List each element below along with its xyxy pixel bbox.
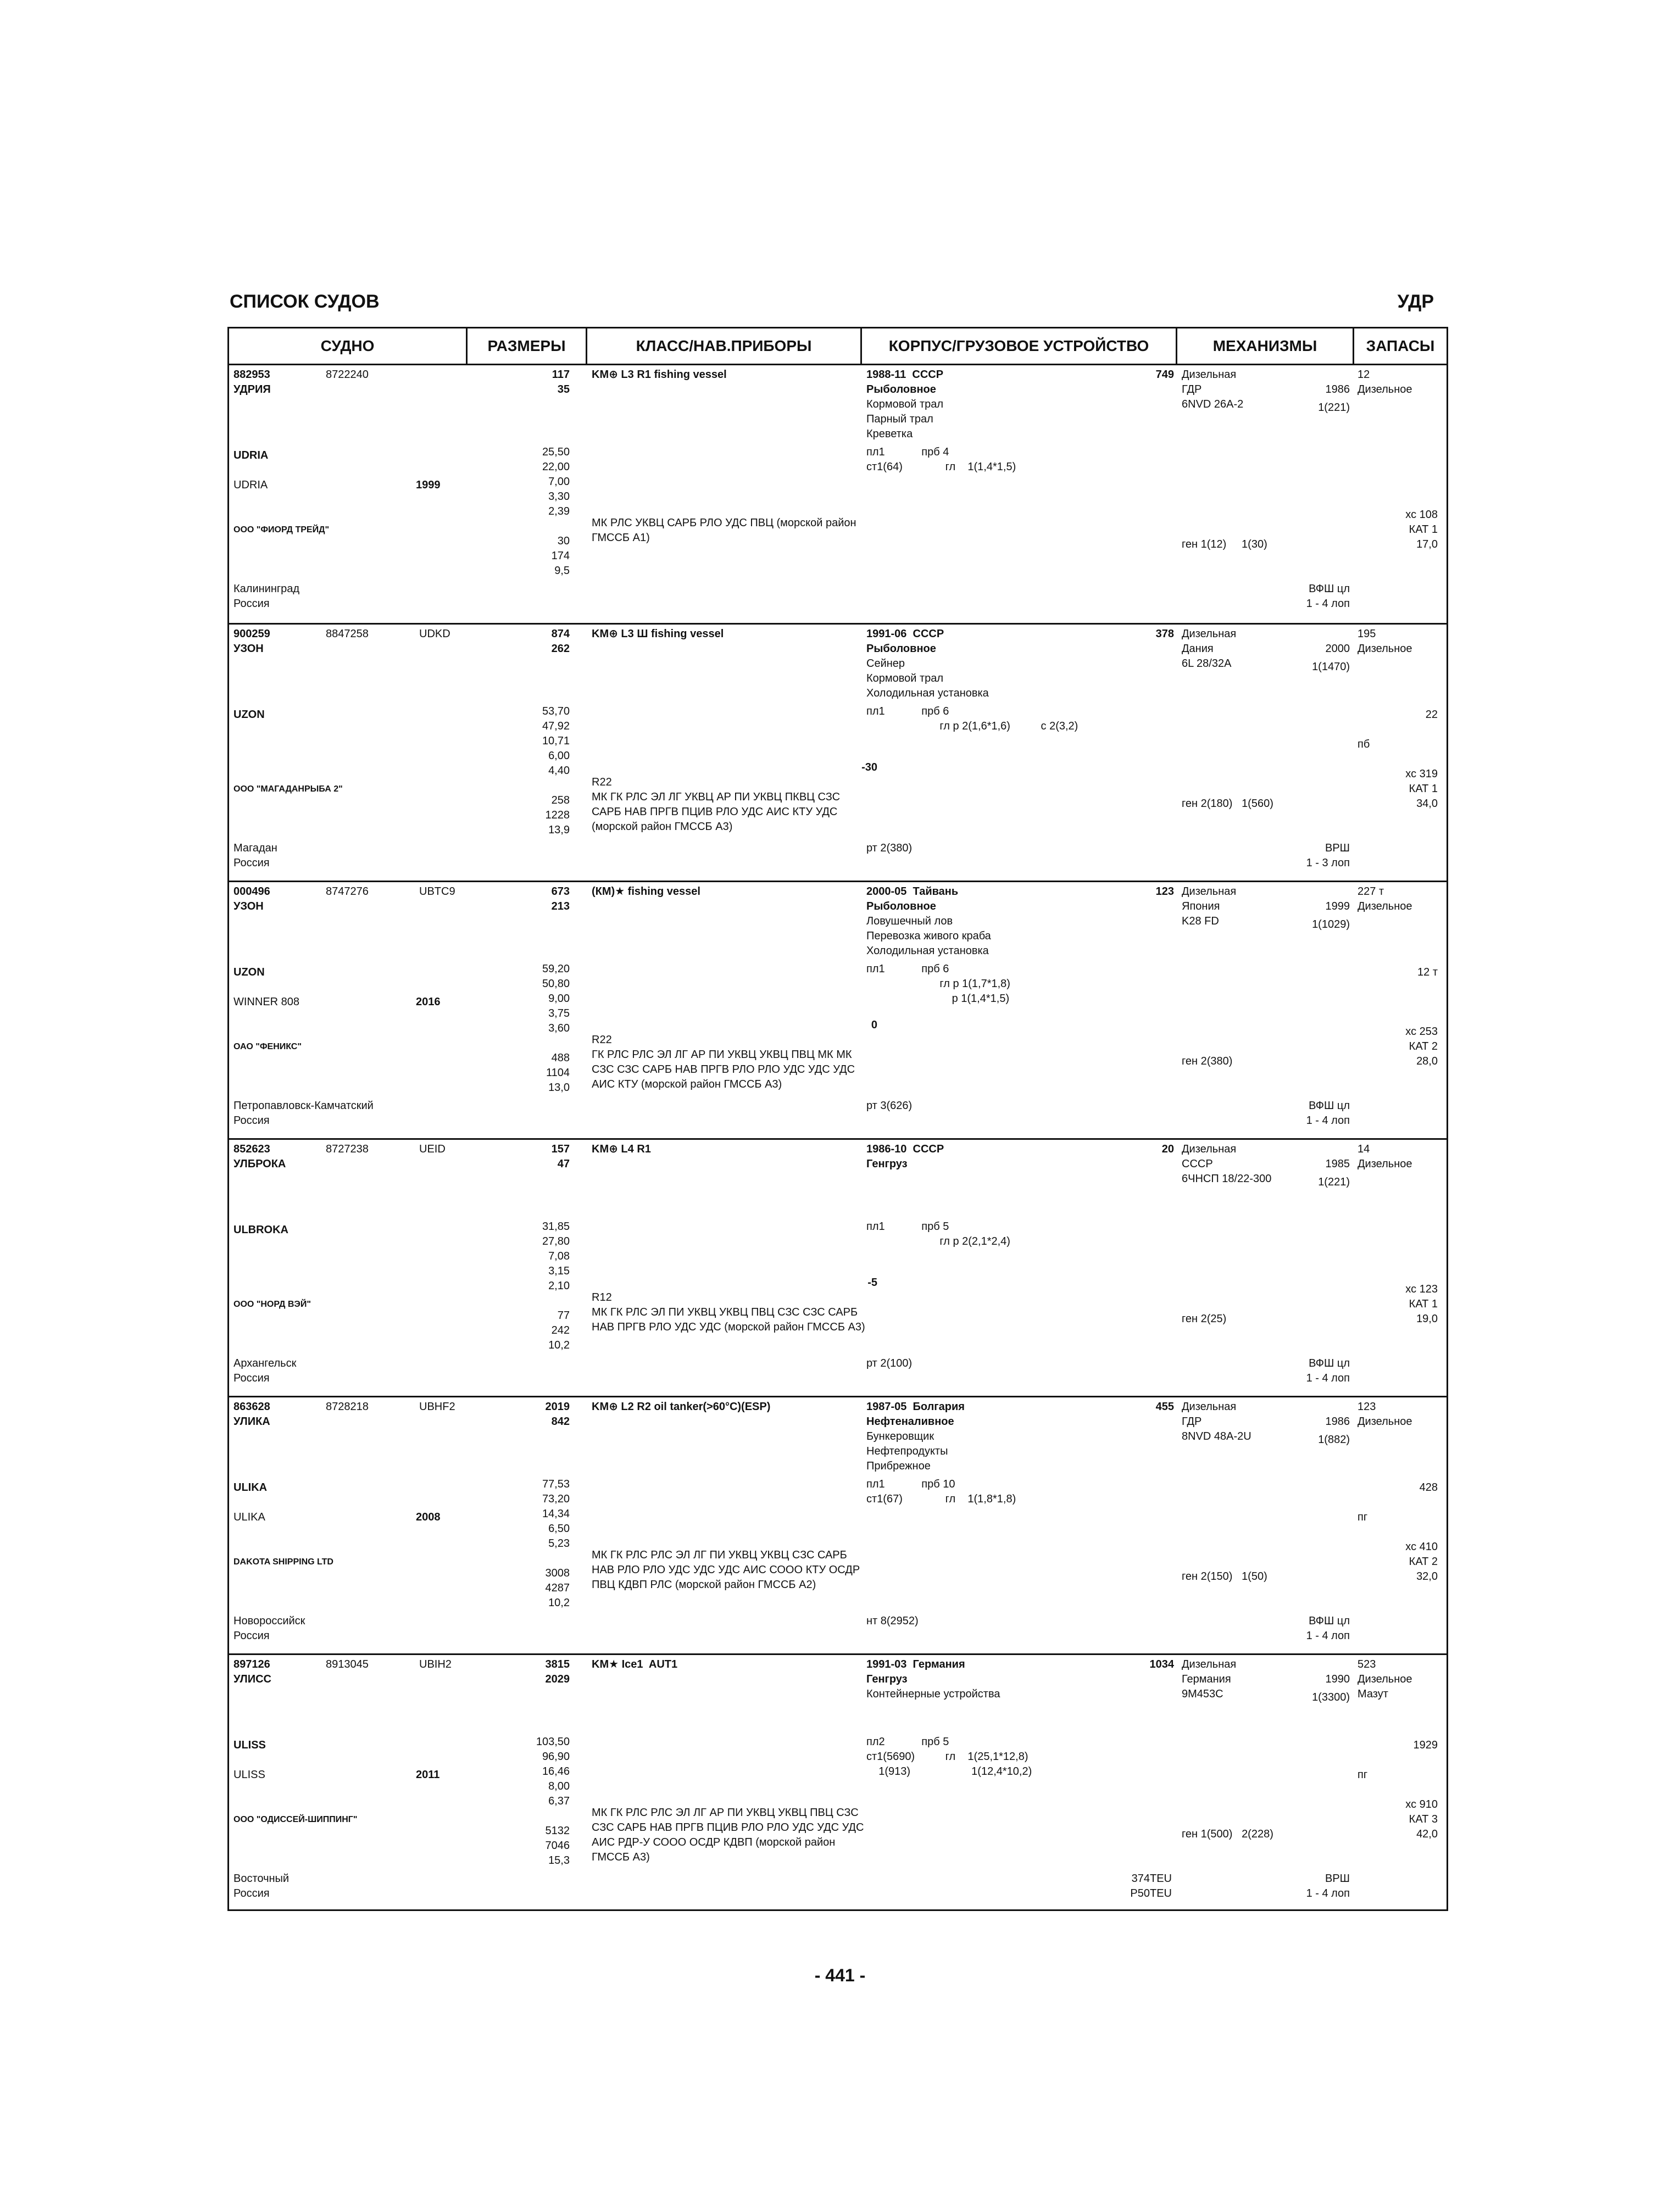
ship-subtype: Парный трал (866, 413, 933, 425)
owner-name: DAKOTA SHIPPING LTD (233, 1557, 333, 1567)
engine-power: 1(1470) (1312, 661, 1350, 673)
country: Россия (233, 857, 270, 869)
home-port: Архангельск (233, 1357, 297, 1369)
home-port: Калининград (233, 583, 300, 595)
build-year-country: 2000-05 Тайвань (866, 885, 959, 898)
engine-model: 6L 28/32A (1182, 658, 1232, 670)
ship-name: УЛИСС (233, 1673, 271, 1685)
page-number: - 441 - (814, 1965, 866, 1985)
dimension-value: 2,39 (548, 505, 570, 517)
propeller-type: ВРШ (1325, 1873, 1350, 1885)
register-number: 900259 (233, 628, 270, 640)
ship-type: Нефтеналивное (866, 1416, 954, 1428)
engine-country: Япония (1182, 900, 1220, 912)
dimension-value: 96,90 (542, 1751, 570, 1763)
water-capacity: 428 (1419, 1481, 1438, 1494)
dimension-value: 13,9 (548, 824, 570, 836)
ship-record (229, 1653, 1447, 1911)
dimension-value: 1104 (546, 1067, 570, 1079)
hold-info: рт 2(380) (866, 842, 913, 854)
dimension-value: 117 (552, 369, 570, 381)
dimension-value: 10,2 (548, 1339, 570, 1351)
propeller-blades: 1 - 4 лоп (1306, 1115, 1350, 1127)
engine-type: Дизельная (1182, 885, 1237, 898)
hull-number: 378 (1155, 628, 1174, 640)
imo-number: 8722240 (326, 369, 369, 381)
ship-record (229, 1138, 1447, 1396)
dimension-value: 7,00 (548, 476, 570, 488)
water-capacity: 1929 (1413, 1739, 1438, 1751)
fuel-type: Дизельное (1358, 643, 1412, 655)
ice-temperature: 0 (871, 1019, 877, 1031)
water-type: пг (1358, 1769, 1368, 1781)
propeller-blades: 1 - 4 лоп (1306, 598, 1350, 610)
propeller-type: ВФШ цл (1309, 1100, 1350, 1112)
class-notation: KM⊕ L2 R2 oil tanker(>60°C)(ESP) (592, 1401, 771, 1413)
navigation-equipment: МК ГК РЛС РЛС ЭЛ ЛГ АР ПИ УКВЦ УКВЦ ПВЦ СЗС СЗС САРБ НАВ ПРГВ ПЦИВ РЛО РЛО УДС УДС УДС АИС РДР-У СООО ОСДР КДВП (морской район ГМССБ А3) (592, 1807, 864, 1863)
engine-country: ГДР (1182, 383, 1202, 395)
engine-year: 1986 (1325, 1416, 1350, 1428)
dimension-value: 5,23 (548, 1537, 570, 1550)
dimension-value: 6,37 (548, 1795, 570, 1807)
category: КАТ 2 (1409, 1556, 1438, 1568)
cargo-gear: пл1 прб 10 (866, 1478, 955, 1490)
owner-name: ОАО "ФЕНИКС" (233, 1042, 302, 1051)
generators: ген 2(180) 1(560) (1182, 798, 1273, 810)
fuel-type: Дизельное (1358, 900, 1412, 912)
cargo-gear: пл1 прб 6 (866, 963, 949, 975)
dimension-value: 14,34 (542, 1508, 570, 1520)
dimension-value: 7,08 (548, 1250, 570, 1262)
call-sign: UBTC9 (419, 885, 455, 898)
cargo-gear: р 1(1,4*1,5) (866, 993, 1010, 1005)
ship-name-latin: UDRIA (233, 449, 269, 461)
refrigerant: R22 (592, 776, 612, 788)
dimension-value: 6,00 (548, 750, 570, 762)
dimension-value: 10,71 (542, 735, 570, 747)
dimension-value: 47,92 (542, 720, 570, 732)
imo-number: 8727238 (326, 1143, 369, 1155)
ship-name: УЗОН (233, 643, 264, 655)
navigation-equipment: МК ГК РЛС РЛС ЭЛ ЛГ ПИ УКВЦ УКВЦ СЗС САРБ НАВ РЛО РЛО УДС УДС УДС АИС СООО КТУ ОСДР ПВЦ КДВП РЛС (морской район ГМССБ А2) (592, 1549, 860, 1591)
dimension-value: 3815 (545, 1658, 570, 1670)
dimension-value: 874 (551, 628, 570, 640)
register-number: 852623 (233, 1143, 270, 1155)
stores-value: 19,0 (1416, 1313, 1438, 1325)
home-port: Восточный (233, 1873, 290, 1885)
imo-number: 8747276 (326, 885, 369, 898)
former-name: ULISS (233, 1769, 265, 1781)
register-number: 863628 (233, 1401, 270, 1413)
engine-type: Дизельная (1182, 1658, 1237, 1670)
ship-type: Генгруз (866, 1673, 908, 1685)
dimension-value: 242 (551, 1324, 570, 1336)
propeller-type: ВФШ цл (1309, 1357, 1350, 1369)
ship-subtype: Кормовой трал (866, 672, 944, 684)
ship-type: Генгруз (866, 1158, 908, 1170)
imo-number: 8913045 (326, 1658, 369, 1670)
ice-temperature: -30 (861, 761, 877, 773)
stores-value: 28,0 (1416, 1055, 1438, 1067)
hold-info: рт 3(626) (866, 1100, 913, 1112)
hull-number: 123 (1155, 885, 1174, 898)
fuel-type: Дизельное (1358, 1416, 1412, 1428)
ship-subtype: Перевозка живого краба (866, 930, 991, 942)
cargo-gear: гл р 1(1,7*1,8) (866, 978, 1010, 990)
fuel-capacity: 523 (1358, 1658, 1376, 1670)
former-name-year: 1999 (416, 479, 441, 491)
dimension-value: 9,5 (554, 565, 570, 577)
col-header-dimensions: РАЗМЕРЫ (468, 328, 587, 364)
call-sign: UBHF2 (419, 1401, 455, 1413)
ship-subtype: Нефтепродукты (866, 1445, 948, 1457)
dimension-value: 50,80 (542, 978, 570, 990)
build-year-country: 1986-10 СССР (866, 1143, 944, 1155)
dimension-value: 16,46 (542, 1765, 570, 1778)
engine-model: 6ЧНСП 18/22-300 (1182, 1173, 1272, 1185)
dimension-value: 27,80 (542, 1235, 570, 1247)
dimension-value: 8,00 (548, 1780, 570, 1792)
engine-year: 1986 (1325, 383, 1350, 395)
fuel-capacity: 123 (1358, 1401, 1376, 1413)
water-type: пг (1358, 1511, 1368, 1523)
hull-number: 749 (1155, 369, 1174, 381)
stores-value: 32,0 (1416, 1570, 1438, 1583)
home-port: Магадан (233, 842, 277, 854)
dimension-value: 15,3 (548, 1854, 570, 1867)
engine-country: Германия (1182, 1673, 1231, 1685)
dimension-value: 103,50 (536, 1736, 570, 1748)
dimension-value: 59,20 (542, 963, 570, 975)
engine-model: K28 FD (1182, 915, 1219, 927)
dimension-value: 9,00 (548, 993, 570, 1005)
fuel-type-2: Мазут (1358, 1688, 1388, 1700)
imo-number: 8847258 (326, 628, 369, 640)
engine-year: 1990 (1325, 1673, 1350, 1685)
autonomy: хс 253 (1405, 1026, 1438, 1038)
autonomy: хс 910 (1405, 1798, 1438, 1811)
dimension-value: 213 (551, 900, 570, 912)
hold-info: нт 8(2952) (866, 1615, 919, 1627)
cargo-gear: ст1(5690) гл 1(25,1*12,8) (866, 1751, 1028, 1763)
ship-name: УЗОН (233, 900, 264, 912)
cargo-gear: гл р 2(1,6*1,6) с 2(3,2) (866, 720, 1078, 732)
former-name-year: 2016 (416, 996, 441, 1008)
category: КАТ 1 (1409, 1298, 1438, 1310)
dimension-value: 1228 (545, 809, 570, 821)
engine-model: 8NVD 48A-2U (1182, 1430, 1251, 1442)
col-header-stores: ЗАПАСЫ (1366, 337, 1435, 354)
engine-country: СССР (1182, 1158, 1213, 1170)
cargo-gear: гл р 2(2,1*2,4) (866, 1235, 1010, 1247)
country: Россия (233, 598, 270, 610)
former-name-year: 2011 (416, 1769, 440, 1781)
dimension-value: 3,15 (548, 1265, 570, 1277)
propeller-blades: 1 - 4 лоп (1306, 1630, 1350, 1642)
ship-name: УЛИКА (233, 1416, 270, 1428)
navigation-equipment: ГК РЛС РЛС ЭЛ ЛГ АР ПИ УКВЦ УКВЦ ПВЦ МК МК СЗС СЗС САРБ НАВ ПРГВ РЛО РЛО УДС УДС УДС АИС КТУ (морской район ГМССБ А3) (592, 1049, 855, 1090)
former-name: WINNER 808 (233, 996, 300, 1008)
ship-name: УЛБРОКА (233, 1158, 286, 1170)
dimension-value: 5132 (545, 1825, 570, 1837)
build-year-country: 1988-11 СССР (866, 369, 944, 381)
col-header-hull: КОРПУС/ГРУЗОВОЕ УСТРОЙСТВО (862, 328, 1177, 364)
propeller-type: ВФШ цл (1309, 583, 1350, 595)
generators: ген 2(150) 1(50) (1182, 1570, 1267, 1583)
dimension-value: 7046 (545, 1840, 570, 1852)
dimension-value: 35 (557, 383, 570, 395)
ship-subtype: Сейнер (866, 658, 905, 670)
cargo-gear: ст1(67) гл 1(1,8*1,8) (866, 1493, 1016, 1505)
stores-value: 42,0 (1416, 1828, 1438, 1840)
fuel-capacity: 14 (1358, 1143, 1370, 1155)
ship-record (229, 881, 1447, 1138)
dimension-value: 53,70 (542, 705, 570, 717)
ship-subtype: Бункеровщик (866, 1430, 934, 1442)
col-header-machinery: МЕХАНИЗМЫ (1177, 328, 1354, 364)
dimension-value: 3008 (545, 1567, 570, 1579)
engine-type: Дизельная (1182, 369, 1237, 381)
category: КАТ 1 (1409, 523, 1438, 536)
ship-record (229, 1396, 1447, 1653)
cargo-gear: пл2 прб 5 (866, 1736, 949, 1748)
refrigerant: R12 (592, 1291, 612, 1303)
owner-name: ООО "МАГАДАНРЫБА 2" (233, 784, 343, 794)
ship-subtype: Креветка (866, 428, 913, 440)
autonomy: хс 123 (1405, 1283, 1438, 1295)
hold-info: рт 2(100) (866, 1357, 913, 1369)
ship-table (227, 327, 1448, 1911)
hull-number: 20 (1161, 1143, 1174, 1155)
propeller-type: ВРШ (1325, 842, 1350, 854)
cargo-gear: пл1 прб 5 (866, 1221, 949, 1233)
ship-subtype: Холодильная установка (866, 945, 989, 957)
dimension-value: 3,30 (548, 491, 570, 503)
ship-name-latin: UZON (233, 709, 265, 721)
engine-model: 6NVD 26A-2 (1182, 398, 1244, 410)
ship-subtype: Ловушечный лов (866, 915, 953, 927)
water-capacity: 12 т (1417, 966, 1438, 978)
autonomy: хс 108 (1405, 509, 1438, 521)
ship-subtype: Контейнерные устройства (866, 1688, 1000, 1700)
propeller-type: ВФШ цл (1309, 1615, 1350, 1627)
home-port: Новороссийск (233, 1615, 305, 1627)
propeller-blades: 1 - 4 лоп (1306, 1887, 1350, 1899)
register-number: 000496 (233, 885, 270, 898)
home-port: Петропавловск-Камчатский (233, 1100, 374, 1112)
call-sign: UBIH2 (419, 1658, 452, 1670)
category: КАТ 2 (1409, 1040, 1438, 1052)
autonomy: хс 410 (1405, 1541, 1438, 1553)
country: Россия (233, 1887, 270, 1899)
stores-value: 34,0 (1416, 798, 1438, 810)
dimension-value: 31,85 (542, 1221, 570, 1233)
engine-type: Дизельная (1182, 1143, 1237, 1155)
dimension-value: 157 (551, 1143, 570, 1155)
ship-subtype: Холодильная установка (866, 687, 989, 699)
category: КАТ 1 (1409, 783, 1438, 795)
engine-country: Дания (1182, 643, 1214, 655)
dimension-value: 30 (557, 535, 570, 547)
cargo-gear: пл1 прб 4 (866, 446, 949, 458)
dimension-value: 3,60 (548, 1022, 570, 1034)
dimension-value: 73,20 (542, 1493, 570, 1505)
class-notation: (КМ)★ fishing vessel (592, 885, 700, 898)
fuel-type: Дизельное (1358, 383, 1412, 395)
class-notation: KM⊕ L3 Ш fishing vessel (592, 628, 724, 640)
class-notation: KM★ Ice1 AUT1 (592, 1658, 678, 1670)
fuel-capacity: 195 (1358, 628, 1376, 640)
dimension-value: 258 (551, 794, 570, 806)
former-name: UDRIA (233, 479, 268, 491)
dimension-value: 2,10 (548, 1280, 570, 1292)
refrigerant: R22 (592, 1034, 612, 1046)
engine-power: 1(882) (1318, 1434, 1350, 1446)
engine-year: 1999 (1325, 900, 1350, 912)
dimension-value: 842 (551, 1416, 570, 1428)
register-number: 882953 (233, 369, 270, 381)
hull-number: 455 (1155, 1401, 1174, 1413)
teu-capacity: 374TEU (1131, 1873, 1172, 1885)
navigation-equipment: МК ГК РЛС ЭЛ ПИ УКВЦ УКВЦ ПВЦ СЗС СЗС САРБ НАВ ПРГВ РЛО УДС УДС (морской район ГМССБ А3) (592, 1306, 865, 1333)
fuel-type: Дизельное (1358, 1158, 1412, 1170)
owner-name: ООО "ОДИССЕЙ-ШИППИНГ" (233, 1815, 358, 1824)
generators: ген 2(380) (1182, 1055, 1233, 1067)
cargo-gear: ст1(64) гл 1(1,4*1,5) (866, 461, 1016, 473)
propeller-blades: 1 - 3 лоп (1306, 857, 1350, 869)
water-type: пб (1358, 738, 1370, 750)
generators: ген 1(12) 1(30) (1182, 538, 1267, 550)
ship-name-latin: ULISS (233, 1739, 266, 1751)
fuel-capacity: 227 т (1358, 885, 1384, 898)
former-name: ULIKA (233, 1511, 265, 1523)
col-header-class: КЛАСС/НАВ.ПРИБОРЫ (587, 328, 862, 364)
dimension-value: 4287 (545, 1582, 570, 1594)
engine-power: 1(221) (1318, 402, 1350, 414)
engine-power: 1(3300) (1312, 1691, 1350, 1703)
col-header-vessel: СУДНО (229, 328, 468, 364)
ship-name-latin: ULBROKA (233, 1224, 288, 1236)
dimension-value: 13,0 (548, 1082, 570, 1094)
cargo-gear: 1(913) 1(12,4*10,2) (866, 1765, 1032, 1778)
imo-number: 8728218 (326, 1401, 369, 1413)
autonomy: хс 319 (1405, 768, 1438, 780)
ship-subtype: Прибрежное (866, 1460, 931, 1472)
navigation-equipment: МК РЛС УКВЦ САРБ РЛО УДС ПВЦ (морской район ГМССБ А1) (592, 517, 856, 544)
class-notation: KM⊕ L3 R1 fishing vessel (592, 369, 727, 381)
dimension-value: 10,2 (548, 1597, 570, 1609)
ice-temperature: -5 (867, 1277, 877, 1289)
ship-type: Рыболовное (866, 383, 936, 395)
country: Россия (233, 1372, 270, 1384)
teu-capacity: P50TEU (1130, 1887, 1172, 1899)
build-year-country: 1991-06 СССР (866, 628, 944, 640)
dimension-value: 77,53 (542, 1478, 570, 1490)
dimension-value: 2029 (545, 1673, 570, 1685)
fuel-capacity: 12 (1358, 369, 1370, 381)
stores-value: 17,0 (1416, 538, 1438, 550)
owner-name: ООО "НОРД ВЭЙ" (233, 1300, 311, 1309)
dimension-value: 22,00 (542, 461, 570, 473)
call-sign: UEID (419, 1143, 446, 1155)
cargo-gear: пл1 прб 6 (866, 705, 949, 717)
page-title: СПИСОК СУДОВ (230, 291, 380, 312)
engine-model: 9M453C (1182, 1688, 1223, 1700)
dimension-value: 174 (551, 550, 570, 562)
hull-number: 1034 (1149, 1658, 1174, 1670)
ship-subtype: Кормовой трал (866, 398, 944, 410)
engine-type: Дизельная (1182, 628, 1237, 640)
engine-type: Дизельная (1182, 1401, 1237, 1413)
engine-year: 2000 (1325, 643, 1350, 655)
register-number: 897126 (233, 1658, 270, 1670)
navigation-equipment: МК ГК РЛС ЭЛ ЛГ УКВЦ АР ПИ УКВЦ ПКВЦ СЗС САРБ НАВ ПРГВ ПЦИВ РЛО УДС АИС КТУ УДС (морской район ГМССБ А3) (592, 791, 841, 833)
generators: ген 1(500) 2(228) (1182, 1828, 1273, 1840)
dimension-value: 4,40 (548, 765, 570, 777)
ship-type: Рыболовное (866, 900, 936, 912)
dimension-value: 77 (557, 1310, 570, 1322)
dimension-value: 673 (551, 885, 570, 898)
section-code: УДР (1397, 291, 1434, 312)
generators: ген 2(25) (1182, 1313, 1227, 1325)
ship-type: Рыболовное (866, 643, 936, 655)
country: Россия (233, 1115, 270, 1127)
country: Россия (233, 1630, 270, 1642)
dimension-value: 47 (557, 1158, 570, 1170)
dimension-value: 6,50 (548, 1523, 570, 1535)
dimension-value: 262 (551, 643, 570, 655)
ship-name: УДРИЯ (233, 383, 271, 395)
owner-name: ООО "ФИОРД ТРЕЙД" (233, 525, 330, 534)
engine-power: 1(1029) (1312, 918, 1350, 931)
water-capacity: 22 (1425, 709, 1438, 721)
category: КАТ 3 (1409, 1813, 1438, 1825)
fuel-type: Дизельное (1358, 1673, 1412, 1685)
former-name-year: 2008 (416, 1511, 441, 1523)
dimension-value: 2019 (545, 1401, 570, 1413)
ship-name-latin: ULIKA (233, 1481, 268, 1494)
engine-year: 1985 (1325, 1158, 1350, 1170)
engine-country: ГДР (1182, 1416, 1202, 1428)
ship-record (229, 623, 1447, 881)
build-year-country: 1987-05 Болгария (866, 1401, 965, 1413)
dimension-value: 25,50 (542, 446, 570, 458)
ship-record (229, 365, 1447, 623)
dimension-value: 3,75 (548, 1007, 570, 1020)
call-sign: UDKD (419, 628, 450, 640)
build-year-country: 1991-03 Германия (866, 1658, 965, 1670)
dimension-value: 488 (551, 1052, 570, 1064)
propeller-blades: 1 - 4 лоп (1306, 1372, 1350, 1384)
ship-name-latin: UZON (233, 966, 265, 978)
class-notation: KM⊕ L4 R1 (592, 1143, 651, 1155)
engine-power: 1(221) (1318, 1176, 1350, 1188)
